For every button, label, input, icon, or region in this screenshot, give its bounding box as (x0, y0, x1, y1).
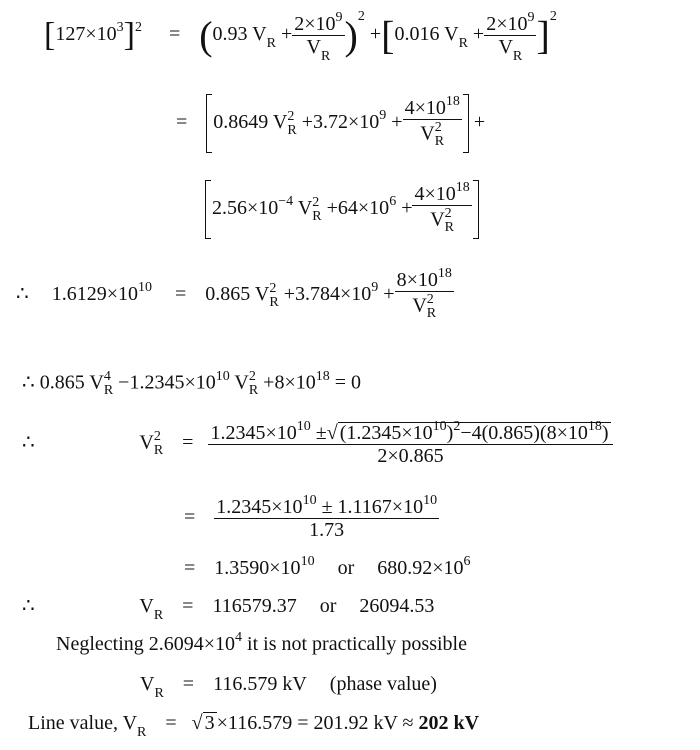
equation-row-1: $[127\times 10^3]^2 = (0.93$ $V_R$ + $\frac{2\times 10^9}{V_R}$ )$^2$ +[0.016 $V_R$ + $\frac{2\times 10^9}{V_R}$ ]$^2$ (44, 9, 557, 64)
therefore-symbol: ∴ (22, 431, 35, 454)
fraction: $\frac{1.2345\times 10^{10} \pm 1.1167\times 10^{10}}{1.73}$ (216, 493, 438, 541)
equation-row-7: = $\frac{1.2345\times 10^{10} \pm 1.1167\times 10^{10}}{1.73}$ (184, 493, 438, 541)
therefore-symbol: ∴ (22, 595, 35, 617)
fraction: $4\times 10^{18}$ V 2 R (404, 94, 460, 149)
equation-row-3 (205, 180, 479, 239)
equation-row-5: ∴ 0.865 V 4 R $-1.2345\times 10^{10}$ V 2 R $+8\times 10^{18} = 0$ (22, 368, 362, 398)
fraction: $8\times 10^{18}$ V 2 R (396, 266, 452, 321)
fraction: $\frac{2\times 10^9}{V_R}$ (294, 10, 343, 64)
fraction: $\frac{2\times 10^9}{V_R}$ (486, 10, 535, 64)
therefore-symbol: ∴ (16, 283, 29, 306)
equation-row-2: = 0.8649 V 2 R $+3.72\times 10^9$ + $4\times 10^{18}$ V 2 R + (176, 94, 485, 153)
therefore-symbol: ∴ (22, 371, 35, 394)
equation-row-9: ∴ $V_R = 116579.37$ or 26094.53 (22, 595, 435, 623)
equation-row-11: $V_R = 116.579$ kV (phase value) (140, 673, 437, 701)
note-text: Neglecting $2.6094\times 10^4$ it is not practically possible (56, 630, 467, 655)
equation-row-6: ∴ V 2 R = $\frac{1.2345\times 10^{10} \pm√ (1.2345\times 10^{10})^2-4(0.865)(8\times 10^{18})}{2\times 0.865}$ (22, 422, 613, 466)
final-answer: 202 kV (418, 712, 480, 734)
final-result: Line value, $V_R$ = √ 3 ×116.579 = 201.92 kV ≈ 202 kV (28, 712, 480, 740)
lhs-term: 127×10 (55, 23, 117, 46)
bracket-group: 0.8649 V 2 R $+3.72\times 10^9$ + $4\times 10^{18}$ V 2 R (206, 94, 469, 153)
bracket-group: $2.56\times 10^{-4}$ V 2 R $+64\times 10^6$ + $4\times 10^{18}$ V 2 R (205, 180, 479, 239)
fraction: $4\times 10^{18}$ V 2 R (414, 180, 470, 235)
equation-row-8: = $1.3590\times 10^{10}$ or $680.92\times 10^6$ (184, 554, 471, 579)
equation-row-4: ∴ $1.6129\times 10^{10} = 0.865$ V 2 R $+3.784\times 10^9$ + $8\times 10^{18}$ V 2 R (16, 266, 452, 321)
fraction: $\frac{1.2345\times 10^{10} \pm√ (1.2345\times 10^{10})^2-4(0.865)(8\times 10^{18})}{2\times 0.865}$ (208, 422, 612, 466)
